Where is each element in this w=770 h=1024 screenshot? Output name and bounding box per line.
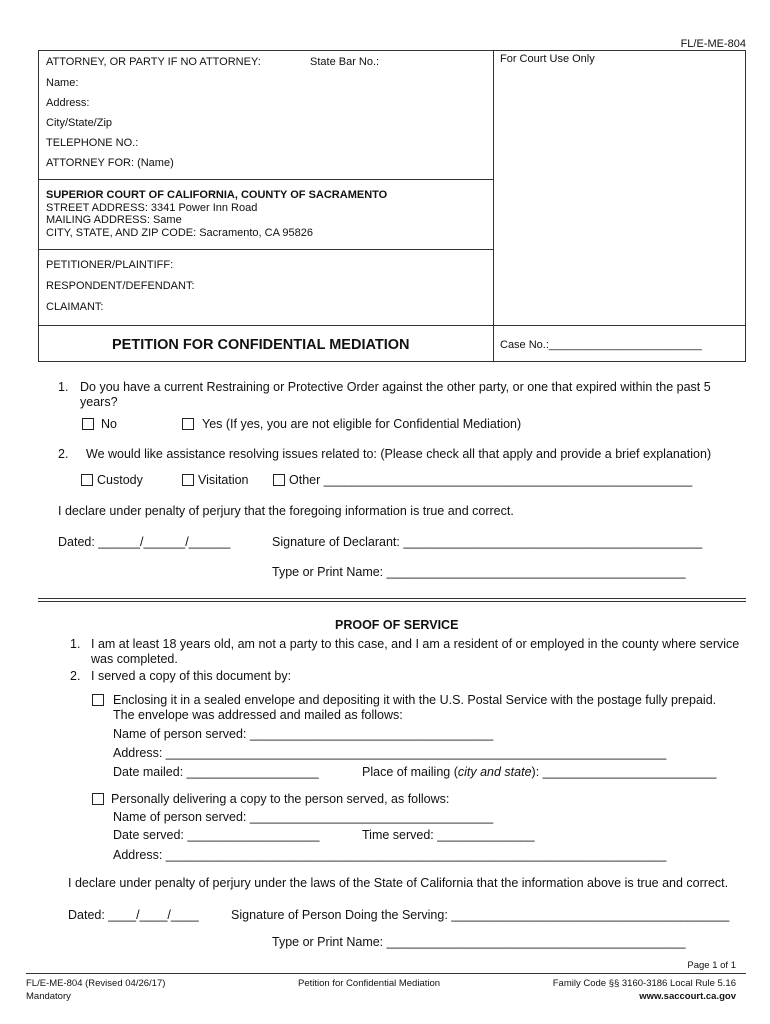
court-name: SUPERIOR COURT OF CALIFORNIA, COUNTY OF SACRAMENTO xyxy=(46,189,388,201)
proof-declaration: I declare under penalty of perjury under the laws of the State of California that the information above is true and correct. xyxy=(68,876,729,890)
court-mailing: MAILING ADDRESS: Same xyxy=(46,214,182,226)
proof-item1-number: 1. xyxy=(70,637,81,651)
footer-rule xyxy=(26,973,746,974)
respondent-label[interactable]: RESPONDENT/DEFENDANT: xyxy=(46,280,195,292)
q2-text: We would like assistance resolving issues related to: (Please check all that apply and provide a brief explanation) xyxy=(86,447,712,461)
mail-address-field[interactable]: Address: ________________________________________________________________________ xyxy=(113,746,667,760)
proof-item1-line2: was completed. xyxy=(91,652,178,666)
print-name-field[interactable]: Type or Print Name: ___________________________________________ xyxy=(272,565,686,579)
mail-service-checkbox[interactable] xyxy=(92,694,104,706)
other-checkbox[interactable] xyxy=(273,474,285,486)
attorney-for-label[interactable]: ATTORNEY FOR: (Name) xyxy=(46,157,174,169)
custody-label: Custody xyxy=(97,473,143,487)
time-served-field[interactable]: Time served: ______________ xyxy=(362,828,535,842)
declaration-text: I declare under penalty of perjury that the foregoing information is true and correct. xyxy=(58,504,514,518)
q1-text-line2: years? xyxy=(80,395,118,409)
court-section-divider xyxy=(38,249,493,250)
claimant-label[interactable]: CLAIMANT: xyxy=(46,301,104,313)
mail-option-line1: Enclosing it in a sealed envelope and depositing it with the U.S. Postal Service with the postage fully prepaid. xyxy=(113,693,717,707)
proof-signature-field[interactable]: Signature of Person Doing the Serving: ________________________________________ xyxy=(231,908,730,922)
attorney-label: ATTORNEY, OR PARTY IF NO ATTORNEY: xyxy=(46,56,261,68)
q1-no-checkbox[interactable] xyxy=(82,418,94,430)
place-prefix: Place of mailing ( xyxy=(362,765,458,779)
title-row-divider xyxy=(38,325,746,326)
court-use-label: For Court Use Only xyxy=(500,53,595,65)
proof-item1-line1: I am at least 18 years old, am not a party to this case, and I am a resident of or employed in the county where service xyxy=(91,637,740,651)
q1-no-label: No xyxy=(101,417,117,431)
court-street: STREET ADDRESS: 3341 Power Inn Road xyxy=(46,202,258,214)
name-label[interactable]: Name: xyxy=(46,77,79,89)
court-use-divider xyxy=(493,50,494,362)
footer-form-rev: FL/E-ME-804 (Revised 04/26/17) xyxy=(26,978,166,989)
place-of-mailing-field[interactable] xyxy=(362,765,716,779)
court-city: CITY, STATE, AND ZIP CODE: Sacramento, CA 95826 xyxy=(46,227,313,239)
place-italic: city and state xyxy=(457,765,532,779)
case-no-field[interactable]: Case No.:_________________________ xyxy=(500,339,702,351)
custody-checkbox[interactable] xyxy=(81,474,93,486)
visitation-checkbox[interactable] xyxy=(182,474,194,486)
proof-print-name-field[interactable]: Type or Print Name: ___________________________________________ xyxy=(272,935,686,949)
personal-address-field[interactable]: Address: ________________________________________________________________________ xyxy=(113,848,667,862)
q1-number: 1. xyxy=(58,380,69,394)
address-label[interactable]: Address: xyxy=(46,97,90,109)
q1-text-line1: Do you have a current Restraining or Protective Order against the other party, or one that expired within the past 5 xyxy=(80,380,711,394)
form-title: PETITION FOR CONFIDENTIAL MEDIATION xyxy=(112,337,410,353)
other-field[interactable]: Other _____________________________________________________ xyxy=(289,473,693,487)
proof-dated-field[interactable]: Dated: ____/____/____ xyxy=(68,908,199,922)
section-separator xyxy=(38,598,746,602)
proof-item2-text: I served a copy of this document by: xyxy=(91,669,292,683)
footer-code: Family Code §§ 3160-3186 Local Rule 5.16 xyxy=(552,978,736,989)
q2-number: 2. xyxy=(58,447,69,461)
petitioner-label[interactable]: PETITIONER/PLAINTIFF: xyxy=(46,259,174,271)
place-suffix: ): _________________________ xyxy=(531,765,717,779)
city-label[interactable]: City/State/Zip xyxy=(46,117,113,129)
personal-option-text: Personally delivering a copy to the person served, as follows: xyxy=(111,792,450,806)
personal-service-checkbox[interactable] xyxy=(92,793,104,805)
page-number: Page 1 of 1 xyxy=(687,960,736,971)
mail-option-line2: The envelope was addressed and mailed as follows: xyxy=(113,708,403,722)
form-id-top: FL/E-ME-804 xyxy=(680,38,746,50)
footer-mandatory: Mandatory xyxy=(26,991,71,1002)
mail-name-field[interactable]: Name of person served: ___________________________________ xyxy=(113,727,494,741)
date-served-field[interactable]: Date served: ___________________ xyxy=(113,828,320,842)
proof-item2-number: 2. xyxy=(70,669,81,683)
attorney-section-divider xyxy=(38,179,493,180)
date-mailed-field[interactable]: Date mailed: ___________________ xyxy=(113,765,319,779)
personal-name-field[interactable]: Name of person served: ___________________________________ xyxy=(113,810,494,824)
state-bar-label: State Bar No.: xyxy=(310,56,380,68)
q1-yes-checkbox[interactable] xyxy=(182,418,194,430)
q1-yes-label: Yes (If yes, you are not eligible for Confidential Mediation) xyxy=(202,417,522,431)
visitation-label: Visitation xyxy=(198,473,249,487)
proof-title: PROOF OF SERVICE xyxy=(335,618,459,632)
signature-field[interactable]: Signature of Declarant: ___________________________________________ xyxy=(272,535,703,549)
footer-center-title: Petition for Confidential Mediation xyxy=(298,978,441,989)
dated-field[interactable]: Dated: ______/______/______ xyxy=(58,535,231,549)
telephone-label[interactable]: TELEPHONE NO.: xyxy=(46,137,139,149)
footer-website[interactable]: www.saccourt.ca.gov xyxy=(639,991,736,1002)
